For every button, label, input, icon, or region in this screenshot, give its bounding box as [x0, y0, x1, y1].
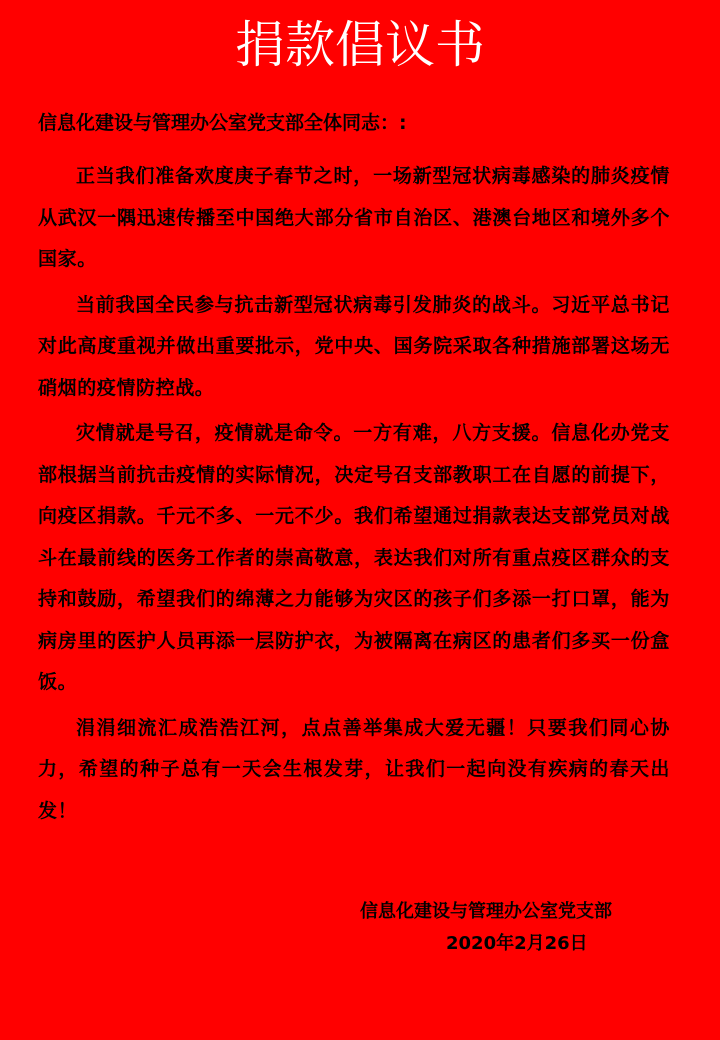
- salutation: 信息化建设与管理办公室党支部全体同志：:: [38, 112, 407, 134]
- paragraph-national-fight: 当前我国全民参与抗击新型冠状病毒引发肺炎的战斗。习近平总书记对此高度重视并做出重要批示，党中央、国务院采取各种措施部署这场无硝烟的疫情防控战。: [38, 293, 670, 399]
- signature-date: 2020年2月26日: [446, 933, 588, 954]
- signature-block: [360, 896, 680, 960]
- paragraph-outbreak: 正当我们准备欢度庚子春节之时，一场新型冠状病毒感染的肺炎疫情从武汉一隅迅速传播至中国绝大部分省市自治区、港澳台地区和境外多个国家。: [38, 165, 670, 270]
- paragraph-donation-call: 灾情就是号召，疫情就是命令。一方有难，八方支援。信息化办党支部根据当前抗击疫情的实际情况，决定号召支部教职工在自愿的前提下，向疫区捐款。千元不多、一元不少。我们希望通过捐款表达支部党员对战斗在最前线的医务工作者的崇高敬意，表达我们对所有重点疫区群众的支持和鼓励，希望我们的绵薄之力能够为灾区的孩子们多添一打口罩，能为病房里的医护人员再添一层防护衣，为被隔离在病区的患者们多买一份盒饭。: [38, 422, 670, 693]
- document-body: [38, 156, 670, 836]
- signature-organization: 信息化建设与管理办公室党支部: [360, 901, 612, 922]
- document-title: 捐款倡议书: [235, 16, 485, 74]
- paragraph-closing: 涓涓细流汇成浩浩江河，点点善举集成大爱无疆！只要我们同心协力，希望的种子总有一天会生根发芽，让我们一起向没有疾病的春天出发！: [38, 716, 670, 822]
